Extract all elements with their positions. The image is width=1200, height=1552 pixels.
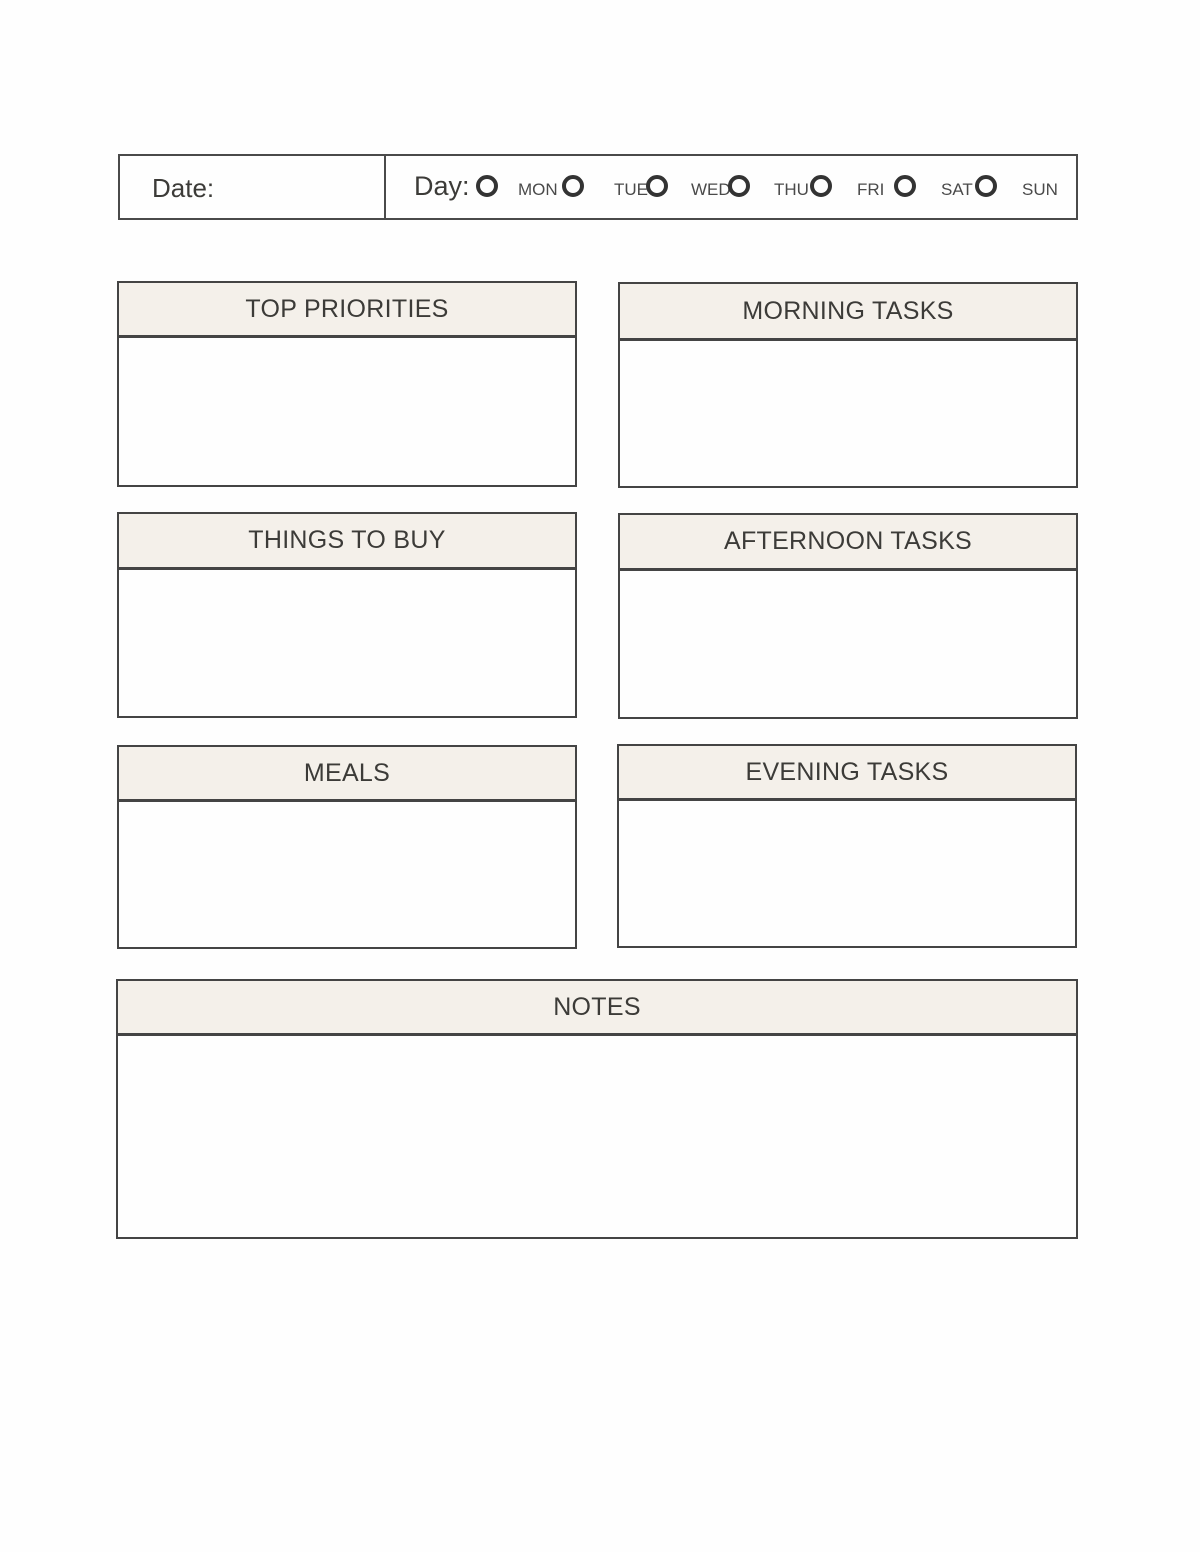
day-checkbox-circle-icon[interactable] <box>562 175 584 197</box>
afternoon-tasks-title: AFTERNOON TASKS <box>620 515 1076 571</box>
date-day-header <box>118 154 1078 220</box>
evening-tasks-title: EVENING TASKS <box>619 746 1075 801</box>
meals-title: MEALS <box>119 747 575 802</box>
day-checkbox-circle-icon[interactable] <box>810 175 832 197</box>
day-mon-label: MON <box>518 180 558 199</box>
day-sun-label: SUN <box>1022 180 1058 199</box>
notes-title: NOTES <box>118 981 1076 1036</box>
meals-box[interactable] <box>117 745 577 949</box>
day-thu-label: THU <box>774 180 809 199</box>
top-priorities-title: TOP PRIORITIES <box>119 283 575 338</box>
morning-tasks-title: MORNING TASKS <box>620 284 1076 341</box>
notes-box[interactable] <box>116 979 1078 1239</box>
evening-tasks-box[interactable] <box>617 744 1077 948</box>
date-field[interactable] <box>120 156 386 218</box>
day-checkbox-circle-icon[interactable] <box>975 175 997 197</box>
day-checkbox-circle-icon[interactable] <box>894 175 916 197</box>
morning-tasks-box[interactable] <box>618 282 1078 488</box>
day-wed-label: WED <box>691 180 731 199</box>
day-sat-label: SAT <box>941 180 973 199</box>
things-to-buy-title: THINGS TO BUY <box>119 514 575 570</box>
things-to-buy-box[interactable] <box>117 512 577 718</box>
day-tue-label: TUE <box>614 180 648 199</box>
date-label: Date: <box>152 173 215 203</box>
day-checkbox-circle-icon[interactable] <box>728 175 750 197</box>
day-fri-label: FRI <box>857 180 885 199</box>
afternoon-tasks-box[interactable] <box>618 513 1078 719</box>
day-checkbox-circle-icon[interactable] <box>476 175 498 197</box>
day-checkbox-circle-icon[interactable] <box>646 175 668 197</box>
day-label: Day: <box>414 171 470 201</box>
top-priorities-box[interactable] <box>117 281 577 487</box>
